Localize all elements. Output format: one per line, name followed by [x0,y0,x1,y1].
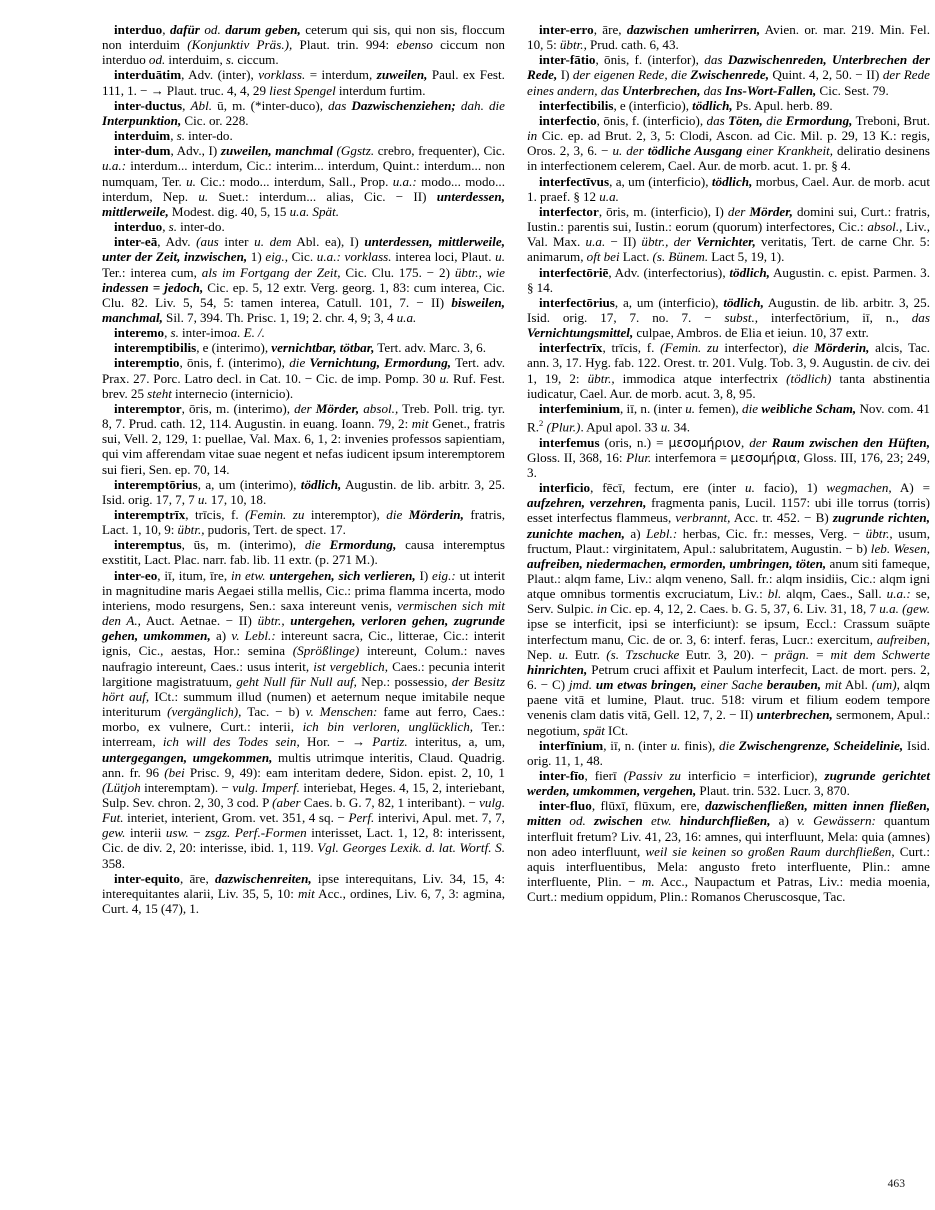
dictionary-entry: interfīnium, iī, n. (inter u. finis), die Zwischengrenze, Scheidelinie, Isid. orig. 11, 1, 48. [527,737,931,768]
dictionary-entry: interfectōrius, a, um (interficio), tödlich, Augustin. de lib. arbitr. 3, 25. Isid. orig. 17, 7. no. 7. − subst., interfectōrium, iī, n., das Vernichtungsmittel, culpae, Ambros. de Elia et ieiun. 10, 37 extr. [527,294,930,341]
dictionary-entry: inter-erro, āre, dazwischen umherirren, Avien. or. mar. 219. Min. Fel. 10, 5: übtr., Prud. cath. 6, 43. [527,22,930,53]
dictionary-entry: interemptor, ōris, m. (interimo), der Mörder, absol., Treb. Poll. trig. tyr. 8, 7. Prud. cath. 12, 114. Augustin. in euang. Ioann. 79, 2: mit Genet., fratris sui, Vell. 2, 129, 1: puellae, Val. Max. 6, 1, 2: invenies professos sapientiam, qui vim afferendam vitae suae negent et nefas iudicent ipsum interemptorem sui fieri, Sen. ep. 70, 14. [102,400,506,477]
dictionary-entry: interduo, dafür od. darum geben, ceterum qui sis, qui non sis, floccum non interduim (Konjunktiv Präs.), Plaut. trin. 994: ebenso ciccum non interduo od. interduim, s. ciccum. [102,22,505,68]
column-left [102,22,505,916]
dictionary-entry: inter-dum, Adv., I) zuweilen, manchmal (Ggstz. crebro, frequenter), Cic. u.a.: interdum... interdum, Cic.: interim... interdum, Quint.: interdum... non numquam, Ter. u. Cic.: modo... interdum, Sall., Prop. u.a.: modo... modo... interdum, Nep. u. Suet.: interdum... alias, Cic. − II) unterdessen, mittlerweile, Modest. dig. 40, 5, 15 u.a. Spät. [102,143,505,219]
column-right [527,22,930,904]
dictionary-entry: inter-eā, Adv. (aus inter u. dem Abl. ea), I) unterdessen, mittlerweile, unter der Zeit, inzwischen, 1) eig., Cic. u.a.: vorklass. interea loci, Plaut. u. Ter.: interea cum, als im Fortgang der Zeit, Cic. Clu. 175. − 2) übtr., wie indessen = jedoch, Cic. ep. 5, 12 extr. Verg. georg. 1, 83: cum interea, Cic. Clu. 82. Liv. 5, 54, 5: tamen interea, Catull. 101, 7. − II) bisweilen, manchmal, Sil. 7, 394. Th. Prisc. 1, 19; 2. chr. 4, 9; 3, 4 u.a. [102,234,506,325]
two-column-layout [30,22,931,917]
dictionary-entry: interficio, fēcī, fectum, ere (inter u. facio), 1) wegmachen, A) = aufzehren, verzehren, fragmenta panis, Lucil. 1157: ubi ille torrus (torris) esset interfectus flammeus, verbrannt, Acc. tr. 452. − B) zugrunde richten, zunichte machen, a) Lebl.: herbas, Cic. fr.: messes, Verg. − übtr., usum, fructum, Plaut.: virginitatem, Apul.: salubritatem, Augustin. − b) leb. Wesen, aufreiben, niedermachen, ermorden, umbringen, töten, anum siti fameque, Plaut.: alqm fame, Liv.: alqm veneno, Sall. fr.: alqm insidiis, Cic.: alqm igni atque omnibus tormentis excruciatum, Liv.: bl. alqm, Caes., Sall. u.a.: se, Serv. Sulpic. in Cic. ep. 4, 12, 2. Caes. b. G. 5, 37, 6. Liv. 31, 18, 7 u.a. (gew. ipse se interficit, ipsi se interficiunt): se ipsum, Eccl.: Crassum suāpte interfectum manu, Cic. de or. 3, 6: interf. feras, Lucr.: exercitum, aufreiben, Nep. u. Eutr. (s. Tzschucke Eutr. 3, 20). − prägn. = mit dem Schwerte hinrichten, Petrum cruci affixit et Paulum interfecit, Lact. de mort. pers. 2, 6. − C) jmd. um etwas bringen, einer Sache berauben, mit Abl. (um), alqm paene vitā et lumine, Plaut. truc. 518: virum et filium eodem tempore venenis clam datis vitā, Gell. 12, 7, 2. − II) unterbrechen, sermonem, Apul.: negotium, spät ICt. [527,480,931,738]
dictionary-entry: interemo, s. inter-imoa. E. /. [114,325,265,341]
dictionary-entry: inter-ductus, Abl. ū, m. (*inter-duco), das Dazwischenziehen; dah. die Interpunktion, Cic. or. 228. [102,97,505,128]
dictionary-entry: interemptōrius, a, um (interimo), tödlich, Augustin. de lib. arbitr. 3, 25. Isid. orig. 17, 7, 7 u. 17, 10, 18. [102,476,505,507]
dictionary-entry: inter-fīo, fierī (Passiv zu interficio = interficior), zugrunde gerichtet werden, umkommen, vergehen, Plaut. trin. 532. Lucr. 3, 870. [527,768,930,799]
dictionary-entry: inter-fātio, ōnis, f. (interfor), das Dazwischenreden, Unterbrechen der Rede, I) der eigenen Rede, die Zwischenrede, Quint. 4, 2, 50. − II) der Rede eines andern, das Unterbrechen, das Ins-Wort-Fallen, Cic. Sest. 79. [527,52,931,98]
dictionary-entry: interfector, ōris, m. (interficio), I) der Mörder, domini sui, Curt.: fratris, Iustin.: parentis sui, Iustin.: eorum (quorum) interfectores, Cic.: absol., Liv., Val. Max. u.a. − II) übtr., der Vernichter, veritatis, Tert. de carne Chr. 5: animarum, oft bei Lact. (s. Bünem. Lact 5, 19, 1). [527,203,931,265]
dictionary-entry: interfectrīx, trīcis, f. (Femin. zu interfector), die Mörderin, alcis, Tac. ann. 3, 17. Hyg. fab. 122. Orest. tr. 201. Vulg. Tob. 3, 9. Augustin. de civ. dei 1, 19, 2: übtr., immodica atque interfectrix (tödlich) tanta abstinentia iudicatur, Cael. Aur. de morb. acut. 3, 8, 95. [527,340,931,401]
page-number: 463 [887,1177,905,1190]
dictionary-entry: interfectīvus, a, um (interficio), tödlich, morbus, Cael. Aur. de morb. acut 1. praef. § 12 u.a. [527,173,930,204]
dictionary-entry: interfeminium, iī, n. (inter u. femen), die weibliche Scham, Nov. com. 41 R.$^2$ (Plur.). Apul apol. 33 u. 34. [527,400,931,435]
dictionary-entry: inter-eo, iī, itum, īre, in etw. untergehen, sich verlieren, I) eig.: ut interit in magnitudine maris Aegaei stilla mellis, Cic.: prima flamma incerta, modo interiens, modo resurgens, Sen.: saxa intereunt venis, vermischen sich mit den A., Auct. Aetnae. − II) übtr., untergehen, verloren gehen, zugrunde gehen, umkommen, a) v. Lebl.: intereunt sacra, Cic., litterae, Cic.: interit ignis, Cic., aestas, Hor.: semina (Sprößlinge) intereunt, Colum.: naves naufragio intereunt, Caes.: usus interit, ist vergeblich, Caes.: pecunia interit largitione magistratuum, geht Null für Null auf, Nep.: possessio, der Besitz hört auf, ICt.: summum illud (numen) et aeternum neque imitabile neque interiturum (vergänglich), Tac. − b) v. Menschen: fame aut ferro, Caes.: morbo, ex vulnere, Curt.: interii, ich bin verloren, unglücklich, Ter.: interream, ich will des Todes sein, Hor. − → Partiz. interitus, a, um, untergegangen, umgekommen, multis utrimque interitis, Claud. Quadrig. ann. fr. 96 (bei Prisc. 9, 49): eam interitam dedere, Sidon. epist. 2, 10, 1 (Lütjoh interemptam). − vulg. Imperf. interiebat, Heges. 4, 15, 2, interiebant, Sulp. Sev. chron. 2, 30, 3 cod. P (aber Caes. b. G. 7, 82, 1 interibant). − vulg. Fut. interiet, interient, Grom. vet. 351, 4 sq. − Perf. interivi, Apul. met. 7, 7, gew. interii usw. − zsgz. Perf.-Formen interisset, Lact. 1, 12, 8: interissent, Cic. de div. 2, 20: interisse, ibid. 1, 119. Vgl. Georges Lexik. d. lat. Wortf. S. 358. [102,567,506,871]
dictionary-entry: interemptus, ūs, m. (interimo), die Ermordung, causa interemptus exstitit, Lact. Plac. narr. fab. lib. 11 extr. (p. 271 M.). [102,537,505,568]
dictionary-entry: inter-fluo, flūxī, flūxum, ere, dazwischenfließen, mitten innen fließen, mitten od. zwischen etw. hindurchfließen, a) v. Gewässern: quantum interfluit fretum? Liv. 41, 23, 16: amnes, qui interfluunt, Mela: quia (amnes) non adeo interfluunt, weil sie keinen so großen Raum durchfließen, Curt.: aquis interfluentibus, Mela: angusto freto interfluente, Plin.: amne interfluente, Plin. − m. Acc., Naupactum et Patras, Liv.: media moenia, Curt.: medium oppidum, Plin.: Romanos Cheruscosque, Tac. [527,798,931,905]
dictionary-entry: interemptibilis, e (interimo), vernichtbar, tötbar, Tert. adv. Marc. 3, 6. [114,340,487,356]
dictionary-entry: interfectōriē, Adv. (interfectorius), tödlich, Augustin. c. epist. Parmen. 3. § 14. [527,264,930,295]
dictionary-entry: interduo, s. inter-do. [114,219,225,235]
dictionary-entry: interduim, s. inter-do. [114,128,233,144]
dictionary-entry: interemptrīx, trīcis, f. (Femin. zu interemptor), die Mörderin, fratris, Lact. 1, 10, 9: übtr., pudoris, Tert. de spect. 17. [102,507,506,538]
dictionary-entry: interduātim, Adv. (inter), vorklass. = interdum, zuweilen, Paul. ex Fest. 111, 1. − → Plaut. truc. 4, 4, 29 liest Spengel interdum furtim. [102,67,505,98]
dictionary-entry: inter-equito, āre, dazwischenreiten, ipse interequitans, Liv. 34, 15, 4: interequitantes alarii, Liv. 35, 5, 10: mit Acc., ordines, Liv. 6, 7, 3: agmina, Curt. 4, 15 (47), 1. [102,870,505,917]
dictionary-entry: interfectibilis, e (interficio), tödlich, Ps. Apul. herb. 89. [539,97,833,113]
dictionary-entry: interfectio, ōnis, f. (interficio), das Töten, die Ermordung, Treboni, Brut. in Cic. ep. ad Brut. 2, 3, 5: Clodi, Ascon. ad Cic. Mil. p. 29, 13 K.: regis, Oros. 2, 3, 6. − u. der tödliche Ausgang einer Krankheit, deliratio desinens in interfectionem celerem, Cael. Aur. de morb. acut. 1. pr. § 4. [527,112,931,174]
dictionary-entry: interfemus (oris, n.) = μεσομήριον, der Raum zwischen den Hüften, Gloss. II, 368, 16: Plur. interfemora = μεσομήρια, Gloss. III, 176, 23; 249, 3. [527,434,931,480]
dictionary-entry: interemptio, ōnis, f. (interimo), die Vernichtung, Ermordung, Tert. adv. Prax. 27. Porc. Latro decl. in Cat. 10. − Cic. de imp. Pomp. 30 u. Ruf. Fest. brev. 25 steht internecio (internicio). [102,355,506,401]
